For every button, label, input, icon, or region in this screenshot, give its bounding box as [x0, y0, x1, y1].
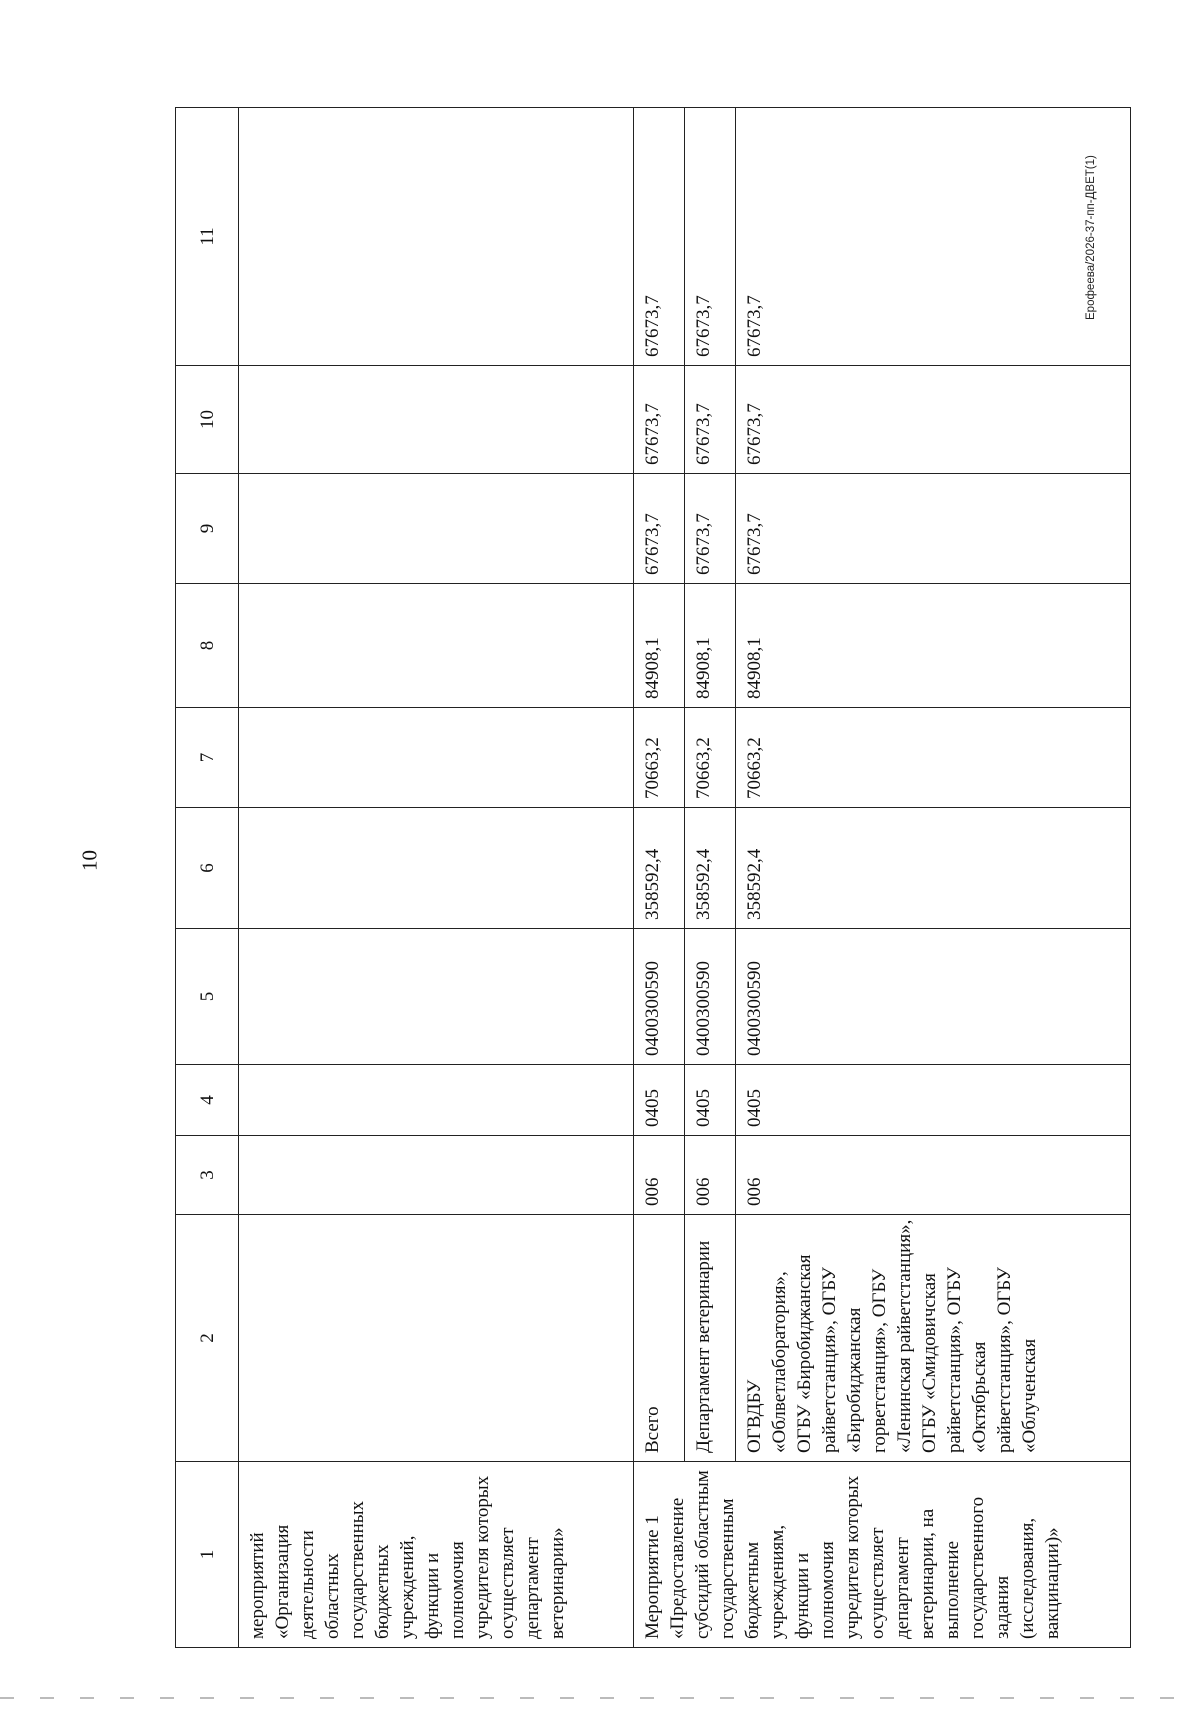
code-cell: 0405 [685, 1065, 736, 1136]
header-cell: 10 [176, 366, 239, 474]
header-row [176, 108, 239, 1648]
continuation-text: мероприятий «Организация деятельности областных государственных бюджетных учреждений, функции и полномочия учредителя которых осуществляет департамент ветеринарии» [239, 1462, 634, 1648]
activity-name: Мероприятие 1 «Предоставление субсидий областным государственным бюджетным учреждениям, функции и полномочия учредителя которых осуществляет департамент ветеринарии, на выполнение государственного задания (исследования, вакцинации)» [634, 1462, 1131, 1648]
header-cell: 2 [176, 1215, 239, 1462]
amount-cell: 70663,2 [634, 708, 685, 808]
amount-cell: 358592,4 [736, 808, 1131, 929]
amount-cell: 67673,7 [685, 366, 736, 474]
code-cell: 0400300590 [736, 929, 1131, 1065]
header-cell: 4 [176, 1065, 239, 1136]
table-row-continuation [239, 108, 634, 1648]
executor-cell: ОГВДБУ «Облветлаборатория», ОГБУ «Биробиджанская райветстанция», ОГБУ «Биробиджанская горветстанция», ОГБУ «Ленинская райветстанция», ОГБУ «Смидовичская райветстанция», ОГБУ «Октябрьская райветстанция», ОГБУ «Облученская [736, 1215, 1131, 1462]
amount-cell: 358592,4 [634, 808, 685, 929]
code-cell: 006 [634, 1136, 685, 1215]
code-cell: 0400300590 [634, 929, 685, 1065]
scan-edge-divider [0, 1697, 1200, 1699]
executor-cell: Всего [634, 1215, 685, 1462]
amount-cell: 67673,7 [634, 474, 685, 584]
amount-cell: 70663,2 [685, 708, 736, 808]
amount-cell: 67673,7 [685, 108, 736, 366]
header-cell: 3 [176, 1136, 239, 1215]
code-cell: 0405 [634, 1065, 685, 1136]
rotated-table-wrapper [175, 108, 1135, 1648]
amount-cell: 67673,7 [634, 108, 685, 366]
amount-cell: 84908,1 [634, 584, 685, 708]
header-cell: 6 [176, 808, 239, 929]
code-cell: 006 [736, 1136, 1131, 1215]
amount-cell: 84908,1 [736, 584, 1131, 708]
header-cell: 9 [176, 474, 239, 584]
amount-cell: 67673,7 [736, 474, 1131, 584]
header-cell: 8 [176, 584, 239, 708]
document-code: Ерофеева/2026-37-пп-ДВЕТ(1) [1085, 155, 1097, 320]
amount-cell: 358592,4 [685, 808, 736, 929]
amount-cell: 67673,7 [736, 108, 1131, 366]
header-cell: 5 [176, 929, 239, 1065]
executor-cell: Департамент ветеринарии [685, 1215, 736, 1462]
code-cell: 0400300590 [685, 929, 736, 1065]
amount-cell: 84908,1 [685, 584, 736, 708]
header-cell: 7 [176, 708, 239, 808]
header-cell: 1 [176, 1462, 239, 1648]
code-cell: 006 [685, 1136, 736, 1215]
amount-cell: 67673,7 [685, 474, 736, 584]
code-cell: 0405 [736, 1065, 1131, 1136]
amount-cell: 67673,7 [736, 366, 1131, 474]
budget-table [175, 107, 1131, 1648]
table-row-department [685, 108, 736, 1648]
table-row-total [634, 108, 685, 1648]
header-cell: 11 [176, 108, 239, 366]
amount-cell: 67673,7 [634, 366, 685, 474]
table-row-institutions [736, 108, 1131, 1648]
amount-cell: 70663,2 [736, 708, 1131, 808]
page-number: 10 [77, 850, 102, 871]
